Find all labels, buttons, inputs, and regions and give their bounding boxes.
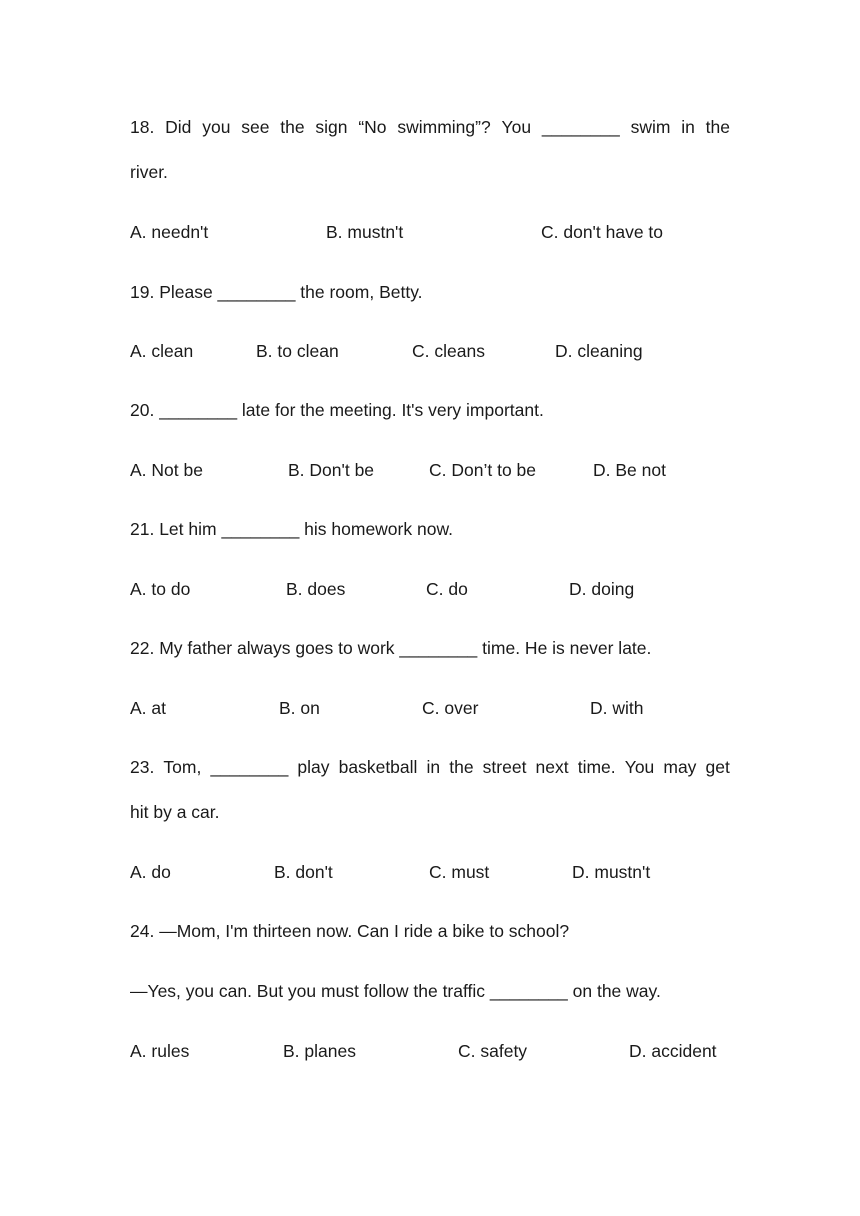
- q18-word: in: [681, 117, 695, 137]
- q21-option-c: C. do: [426, 579, 468, 599]
- question-18-stem: [130, 116, 730, 138]
- q18-word: you: [202, 117, 231, 137]
- question-19-stem: 19. Please ________ the room, Betty.: [130, 282, 423, 302]
- q18-word: sign: [315, 117, 348, 137]
- q23-option-b: B. don't: [274, 862, 333, 882]
- q20-option-c: C. Don’t to be: [429, 460, 536, 480]
- q23-word: 23.: [130, 757, 155, 777]
- q23-word: basketball: [338, 757, 418, 777]
- q20-option-b: B. Don't be: [288, 460, 375, 480]
- q23-word: time.: [577, 757, 616, 777]
- q23-blank: ________: [210, 757, 289, 777]
- q18-word: see: [241, 117, 270, 137]
- q23-word: Tom,: [163, 757, 202, 777]
- q22-option-a: A. at: [130, 698, 166, 718]
- q21-option-b: B. does: [286, 579, 346, 599]
- question-23-stem: [130, 756, 730, 778]
- q23-word: play: [297, 757, 330, 777]
- question-24-stem: 24. —Mom, I'm thirteen now. Can I ride a bike to school?: [130, 921, 570, 941]
- q19-option-b: B. to clean: [256, 341, 339, 361]
- q23-word: You: [624, 757, 655, 777]
- q20-option-d: D. Be not: [593, 460, 666, 480]
- q23-word: get: [705, 757, 730, 777]
- q18-option-b: B. mustn't: [326, 222, 404, 242]
- q18-word: “No: [358, 117, 387, 137]
- q23-word: may: [663, 757, 697, 777]
- q21-option-d: D. doing: [569, 579, 635, 599]
- q18-blank: ________: [541, 117, 620, 137]
- q18-word: the: [705, 117, 730, 137]
- question-22-stem: 22. My father always goes to work ________ time. He is never late.: [130, 638, 652, 658]
- q21-option-a: A. to do: [130, 579, 191, 599]
- question-18-stem-continued: river.: [130, 162, 168, 182]
- q18-word: swimming”?: [397, 117, 491, 137]
- q18-word: the: [280, 117, 305, 137]
- q22-option-c: C. over: [422, 698, 479, 718]
- q22-option-d: D. with: [590, 698, 644, 718]
- q23-option-a: A. do: [130, 862, 171, 882]
- question-20-stem: 20. ________ late for the meeting. It's very important.: [130, 400, 544, 420]
- q23-word: street: [482, 757, 527, 777]
- q23-option-c: C. must: [429, 862, 490, 882]
- q19-option-c: C. cleans: [412, 341, 485, 361]
- q19-option-a: A. clean: [130, 341, 194, 361]
- question-24-reply: —Yes, you can. But you must follow the traffic ________ on the way.: [130, 981, 661, 1001]
- q18-option-c: C. don't have to: [541, 222, 664, 242]
- question-23-stem-continued: hit by a car.: [130, 802, 220, 822]
- q18-word: Did: [165, 117, 192, 137]
- q24-option-a: A. rules: [130, 1041, 190, 1061]
- q24-option-b: B. planes: [283, 1041, 356, 1061]
- q23-word: in: [426, 757, 441, 777]
- q23-word: next: [535, 757, 569, 777]
- q24-option-d: D. accident: [629, 1041, 717, 1061]
- q20-option-a: A. Not be: [130, 460, 203, 480]
- q23-option-d: D. mustn't: [572, 862, 651, 882]
- q18-word: You: [501, 117, 532, 137]
- q24-option-c: C. safety: [458, 1041, 528, 1061]
- q18-option-a: A. needn't: [130, 222, 209, 242]
- question-21-stem: 21. Let him ________ his homework now.: [130, 519, 453, 539]
- q23-word: the: [449, 757, 474, 777]
- q18-word: swim: [630, 117, 671, 137]
- q19-option-d: D. cleaning: [555, 341, 643, 361]
- q22-option-b: B. on: [279, 698, 320, 718]
- q18-word: 18.: [130, 117, 155, 137]
